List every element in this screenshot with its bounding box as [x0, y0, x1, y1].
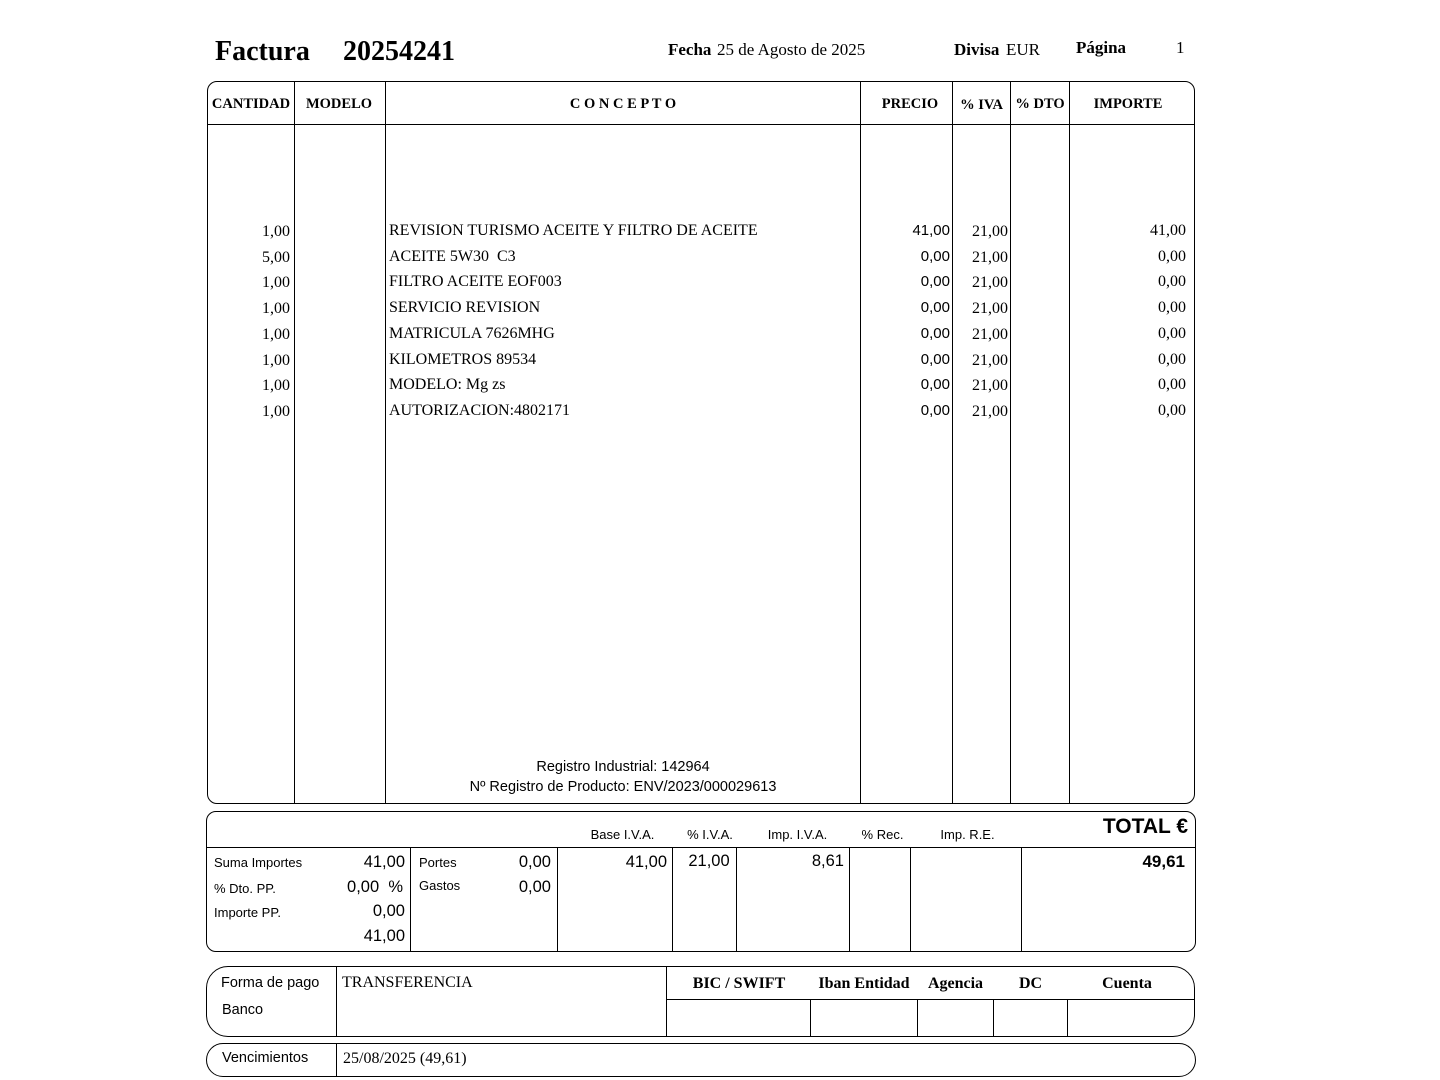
cell-precio: 0,00: [920, 350, 950, 368]
base-iva-value: 41,00: [625, 853, 667, 871]
col-divider: [385, 81, 386, 804]
cell-precio: 0,00: [920, 376, 950, 394]
bic-swift-label: BIC / SWIFT: [692, 975, 786, 992]
fecha-value: 25 de Agosto de 2025: [717, 40, 866, 59]
cell-concepto: REVISION TURISMO ACEITE Y FILTRO DE ACEITE: [389, 222, 758, 239]
total-value: 49,61: [1142, 852, 1185, 871]
imp-iva-value: 8,61: [811, 852, 844, 870]
cell-cantidad: 5,00: [262, 248, 290, 266]
totals-divider: [849, 847, 850, 952]
cell-precio: 0,00: [920, 247, 950, 265]
cell-iva: 21,00: [972, 402, 1008, 420]
cell-iva: 21,00: [972, 377, 1008, 395]
totals-divider: [910, 847, 911, 952]
invoice-number: 20254241: [343, 36, 455, 67]
suma-importes-value: 41,00: [363, 853, 405, 871]
col-divider: [1010, 81, 1011, 804]
totals-divider: [1021, 847, 1022, 952]
cell-concepto: MODELO: Mg zs: [389, 376, 506, 394]
col-divider: [294, 81, 295, 804]
items-header-divider: [207, 124, 1195, 125]
col-header-concepto: C O N C E P T O: [569, 96, 677, 112]
suma-importes-label: Suma Importes: [214, 855, 303, 870]
iban-entidad-label: Iban Entidad: [818, 975, 910, 992]
cell-concepto: FILTRO ACEITE EOF003: [389, 273, 562, 291]
cell-precio: 41,00: [912, 222, 950, 239]
cell-importe: 0,00: [1158, 299, 1186, 317]
gastos-value: 0,00: [518, 878, 551, 896]
cell-iva: 21,00: [972, 325, 1008, 343]
pct-iva-value: 21,00: [688, 852, 730, 870]
cell-concepto: SERVICIO REVISION: [389, 299, 541, 317]
forma-pago-label: Forma de pago: [221, 975, 320, 991]
cell-precio: 0,00: [920, 324, 950, 342]
subtotal-value: 41,00: [363, 927, 405, 945]
col-divider: [952, 81, 953, 804]
pagina-label: Página: [1076, 38, 1127, 57]
dto-pp-label: % Dto. PP.: [214, 881, 276, 896]
vencimientos-label: Vencimientos: [222, 1050, 309, 1066]
items-table: [207, 81, 1195, 804]
cell-precio: 0,00: [920, 299, 950, 317]
dc-label: DC: [1018, 975, 1043, 992]
cell-concepto: MATRICULA 7626MHG: [389, 324, 555, 342]
pct-rec-header: % Rec.: [861, 827, 904, 842]
pagina-value: 1: [1176, 38, 1185, 57]
fecha-label: Fecha: [668, 40, 712, 59]
totals-header-divider: [206, 847, 1196, 848]
totals-divider: [672, 847, 673, 952]
cuenta-label: Cuenta: [1102, 975, 1152, 992]
invoice-title: Factura: [215, 36, 310, 67]
imp-iva-header: Imp. I.V.A.: [767, 827, 828, 842]
col-header-cantidad: CANTIDAD: [211, 96, 291, 112]
payment-divider: [810, 999, 811, 1037]
payment-divider: [666, 966, 667, 1037]
cell-cantidad: 1,00: [262, 402, 290, 420]
importe-pp-value: 0,00: [372, 902, 405, 920]
col-header-importe: IMPORTE: [1093, 96, 1163, 112]
pct-iva-header: % I.V.A.: [687, 827, 733, 842]
dto-pp-value: 0,00 %: [347, 878, 403, 896]
divisa-value: EUR: [1006, 40, 1040, 59]
portes-value: 0,00: [518, 853, 551, 871]
cell-importe: 0,00: [1158, 401, 1186, 419]
cell-precio: 0,00: [920, 401, 950, 419]
registro-producto: Nº Registro de Producto: ENV/2023/000029613: [469, 779, 777, 795]
base-iva-header: Base I.V.A.: [590, 827, 655, 842]
col-divider: [1069, 81, 1070, 804]
cell-concepto: ACEITE 5W30 C3: [389, 247, 516, 265]
banco-label: Banco: [222, 1002, 264, 1018]
cell-importe: 0,00: [1158, 350, 1186, 368]
cell-cantidad: 1,00: [262, 223, 290, 240]
forma-pago-value: TRANSFERENCIA: [342, 974, 473, 991]
registro-industrial: Registro Industrial: 142964: [536, 759, 710, 775]
total-header: TOTAL €: [1102, 815, 1188, 838]
cell-concepto: KILOMETROS 89534: [389, 350, 537, 368]
cell-iva: 21,00: [972, 300, 1008, 318]
col-header-dto: % DTO: [1015, 96, 1065, 112]
col-divider: [860, 81, 861, 804]
imp-re-header: Imp. R.E.: [940, 827, 995, 842]
vencimientos-divider: [336, 1043, 337, 1077]
cell-importe: 41,00: [1150, 222, 1186, 239]
cell-cantidad: 1,00: [262, 377, 290, 395]
totals-divider: [557, 847, 558, 952]
cell-importe: 0,00: [1158, 324, 1186, 342]
agencia-label: Agencia: [927, 975, 984, 992]
cell-importe: 0,00: [1158, 376, 1186, 394]
cell-cantidad: 1,00: [262, 300, 290, 318]
importe-pp-label: Importe PP.: [214, 905, 281, 920]
payment-divider: [1067, 999, 1068, 1037]
cell-cantidad: 1,00: [262, 274, 290, 292]
col-header-iva: % IVA: [960, 97, 1003, 113]
col-header-precio: PRECIO: [881, 96, 939, 112]
cell-cantidad: 1,00: [262, 351, 290, 369]
cell-importe: 0,00: [1158, 247, 1186, 265]
cell-iva: 21,00: [972, 248, 1008, 266]
cell-iva: 21,00: [972, 223, 1008, 240]
payment-divider: [917, 999, 918, 1037]
cell-importe: 0,00: [1158, 273, 1186, 291]
totals-divider: [410, 847, 411, 952]
payment-divider: [666, 999, 1195, 1000]
cell-iva: 21,00: [972, 351, 1008, 369]
portes-label: Portes: [419, 855, 457, 870]
cell-precio: 0,00: [920, 273, 950, 291]
cell-iva: 21,00: [972, 274, 1008, 292]
cell-concepto: AUTORIZACION:4802171: [389, 401, 571, 419]
gastos-label: Gastos: [419, 878, 461, 893]
payment-divider: [993, 999, 994, 1037]
col-header-modelo: MODELO: [305, 96, 373, 112]
divisa-label: Divisa: [954, 40, 1000, 59]
vencimientos-value: 25/08/2025 (49,61): [343, 1050, 467, 1067]
cell-cantidad: 1,00: [262, 325, 290, 343]
payment-divider: [336, 966, 337, 1037]
